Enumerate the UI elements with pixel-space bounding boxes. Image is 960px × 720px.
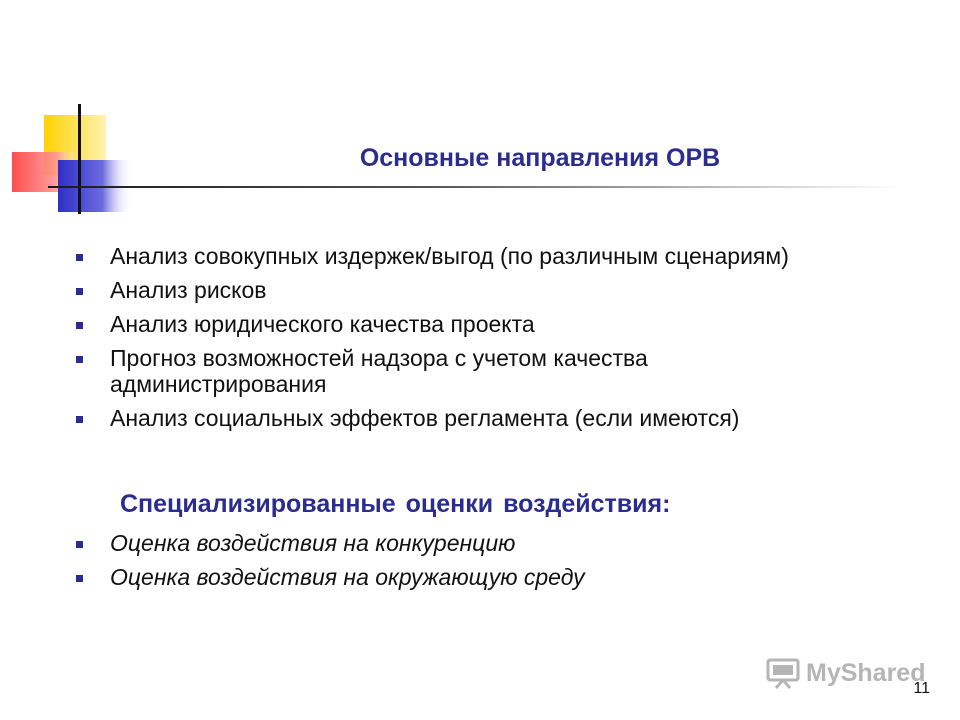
list-item xyxy=(76,345,856,397)
list-item-text: Анализ рисков xyxy=(110,277,267,303)
square-bullet-icon xyxy=(76,288,83,295)
sub-bullet-list xyxy=(76,530,856,598)
list-item-text: Анализ совокупных издержек/выгод (по различным сценариям) xyxy=(110,243,789,269)
list-item xyxy=(76,405,856,431)
list-item xyxy=(76,277,856,303)
title-underline xyxy=(48,186,900,188)
square-bullet-icon xyxy=(76,541,83,548)
list-item-text: Анализ юридического качества проекта xyxy=(110,311,535,337)
list-item xyxy=(76,243,856,269)
list-item-text: Анализ социальных эффектов регламента (если имеются) xyxy=(110,405,740,431)
list-item xyxy=(76,311,856,337)
square-bullet-icon xyxy=(76,575,83,582)
slide-title: Основные направления ОРВ xyxy=(359,144,721,172)
square-bullet-icon xyxy=(76,322,83,329)
square-bullet-icon xyxy=(76,356,83,363)
presentation-board-icon xyxy=(766,657,800,689)
list-item xyxy=(76,530,856,556)
watermark-text: MyShared xyxy=(806,658,926,687)
page-number: 11 xyxy=(913,680,930,697)
list-item-text: Оценка воздействия на окружающую среду xyxy=(110,564,585,590)
list-item-text: Прогноз возможностей надзора с учетом качества администрирования xyxy=(110,345,648,397)
square-bullet-icon xyxy=(76,254,83,261)
list-item xyxy=(76,564,856,590)
square-bullet-icon xyxy=(76,416,83,423)
list-item-text: Оценка воздействия на конкуренцию xyxy=(110,530,516,556)
main-bullet-list xyxy=(76,243,856,439)
watermark xyxy=(766,657,925,689)
section-subheading: Специализированные оценки воздействия: xyxy=(120,490,671,518)
